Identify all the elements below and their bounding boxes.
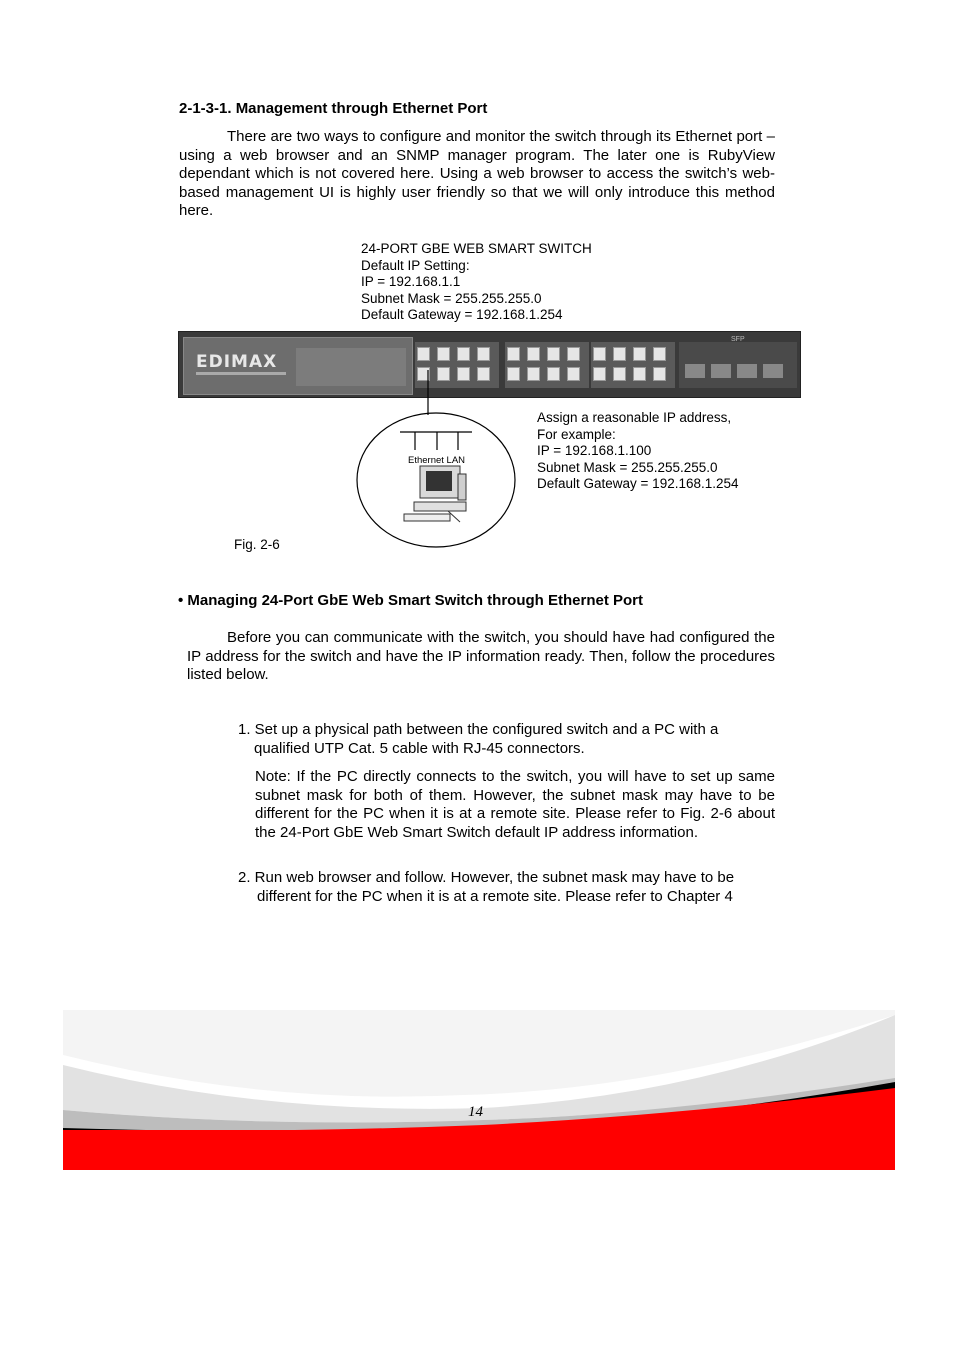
callout-ip: IP = 192.168.1.1 <box>361 274 461 290</box>
figure-caption: Fig. 2-6 <box>234 537 280 552</box>
section-intro-paragraph: There are two ways to configure and monitor the switch through its Ethernet port – using a web browser and an SNMP manager program. The later one is RubyView dependant which is not covered here. Using a web browser to access the switch’s web-based management UI is highly user friendly so that we will only introduce this method here. <box>179 128 775 219</box>
callout-default-ip-label: Default IP Setting: <box>361 257 470 273</box>
note-paragraph: Note: If the PC directly connects to the switch, you will have to set up same subnet mask for both of them. However, the subnet mask may have to be different for the PC when it is at a remote site. Please refer to Fig. 2-6 about the 24-Port GbE Web Smart Switch default IP address information. <box>255 768 775 841</box>
section-heading: 2-1-3-1. Management through Ethernet Port <box>179 100 488 117</box>
ethernet-lan-label: Ethernet LAN <box>408 455 466 466</box>
page-number: 14 <box>468 1104 483 1120</box>
callout-default-gateway: Default Gateway = 192.168.1.254 <box>361 307 563 323</box>
callout-assign-ip: Assign a reasonable IP address, <box>537 410 732 425</box>
step-2-line-1: 2. Run web browser and follow. However, the subnet mask may have to be <box>238 869 735 886</box>
switch-default-ip-callout <box>361 241 592 324</box>
sfp-label: SFP <box>731 336 745 343</box>
step-2-line-2: different for the PC when it is at a remote site. Please refer to Chapter 4 <box>257 888 733 905</box>
callout-pc-default-gateway: Default Gateway = 192.168.1.254 <box>537 476 739 492</box>
callout-subnet-mask: Subnet Mask = 255.255.255.0 <box>361 290 542 306</box>
pc-computer-icon <box>404 466 466 522</box>
managing-heading: • Managing 24-Port GbE Web Smart Switch through Ethernet Port <box>178 592 644 609</box>
edimax-logo: EDIMAX <box>196 352 278 372</box>
footer-red-band <box>63 1130 895 1170</box>
sfp-port-group <box>679 336 797 388</box>
logo-underline <box>196 372 286 375</box>
callout-switch-title: 24-PORT GBE WEB SMART SWITCH <box>361 241 592 256</box>
callout-for-example: For example: <box>537 426 616 442</box>
callout-pc-subnet-mask: Subnet Mask = 255.255.255.0 <box>537 459 718 475</box>
managing-intro-paragraph: Before you can communicate with the switch, you should have had configured the IP address for the switch and have the IP information ready. Then, follow the procedures listed below. <box>187 629 775 683</box>
step-1-line-1: 1. Set up a physical path between the configured switch and a PC with a <box>238 721 719 738</box>
port-group-3 <box>591 342 675 388</box>
pc-ip-callout <box>537 410 739 493</box>
step-1-line-2: qualified UTP Cat. 5 cable with RJ-45 connectors. <box>254 740 585 757</box>
callout-pc-ip: IP = 192.168.1.100 <box>537 443 652 459</box>
